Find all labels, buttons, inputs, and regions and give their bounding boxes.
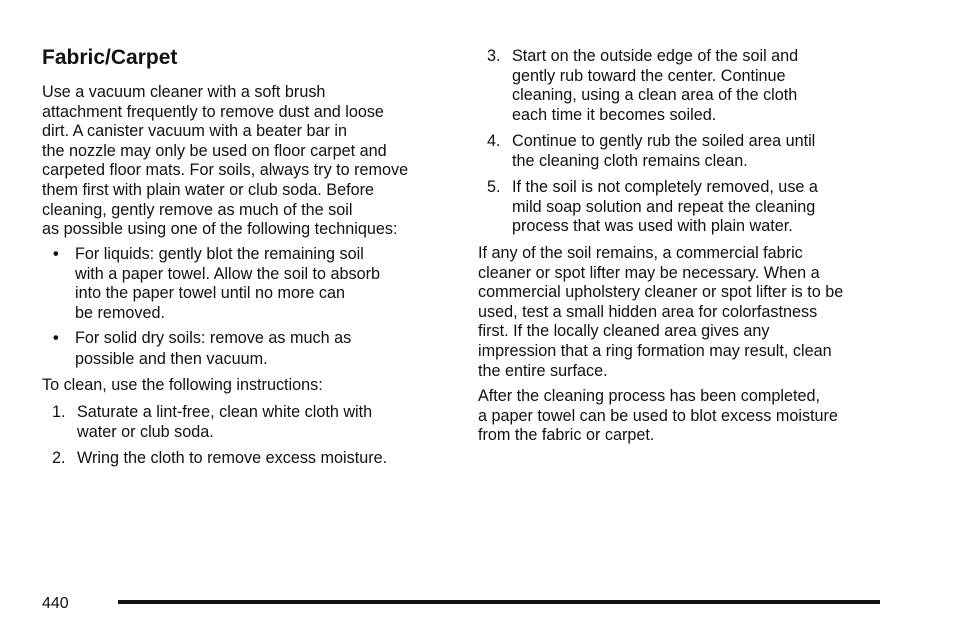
- text-line: For solid dry soils: remove as much as: [75, 329, 352, 347]
- text-line: into the paper towel until no more can: [75, 284, 345, 303]
- step-number: 2.: [52, 449, 66, 467]
- text-line: For liquids: gently blot the remaining soil: [75, 245, 364, 263]
- text-line: used, test a small hidden area for colorfastness: [478, 302, 818, 321]
- text-line: Continue to gently rub the soiled area until: [512, 132, 816, 150]
- text-line: cleaner or spot lifter may be necessary. When a: [478, 263, 820, 282]
- text-line: process that was used with plain water.: [512, 217, 793, 236]
- step-text: [77, 403, 372, 442]
- text-line: Wring the cloth to remove excess moisture.: [77, 449, 388, 467]
- step-text: [512, 132, 815, 171]
- text-line: Start on the outside edge of the soil and: [512, 47, 799, 65]
- after-paragraph: [478, 387, 838, 446]
- text-line: gently rub toward the center. Continue: [512, 66, 786, 85]
- page-number: 440: [42, 595, 69, 612]
- footer-rule: [118, 600, 880, 604]
- bullet-text: [75, 245, 380, 323]
- instructions-lead: [42, 376, 323, 396]
- text-line: After the cleaning process has been completed,: [478, 387, 820, 405]
- text-line: impression that a ring formation may result, clean: [478, 341, 832, 360]
- section-heading: Fabric/Carpet: [42, 46, 178, 69]
- text-line: attachment frequently to remove dust and loose: [42, 102, 384, 121]
- step-number: 5.: [487, 178, 501, 196]
- text-line: dirt. A canister vacuum with a beater bar in: [42, 122, 348, 141]
- step-text: [512, 47, 798, 125]
- text-line: as possible using one of the following techniques:: [42, 220, 398, 239]
- text-line: the nozzle may only be used on floor carpet and: [42, 141, 387, 160]
- text-line: possible and then vacuum.: [75, 349, 268, 368]
- text-line: from the fabric or carpet.: [478, 426, 655, 445]
- step-number: 4.: [487, 132, 501, 150]
- text-line: cleaning, gently remove as much of the soil: [42, 200, 353, 219]
- step-text: [77, 449, 387, 469]
- intro-paragraph: [42, 83, 408, 240]
- text-line: carpeted floor mats. For soils, always try to remove: [42, 161, 409, 180]
- text-line: commercial upholstery cleaner or spot lifter is to be: [478, 283, 844, 302]
- text-line: water or club soda.: [77, 422, 214, 441]
- text-line: Saturate a lint-free, clean white cloth with: [77, 403, 373, 421]
- bullet-icon: •: [53, 245, 59, 263]
- text-line: If any of the soil remains, a commercial fabric: [478, 244, 803, 262]
- text-line: first. If the locally cleaned area gives any: [478, 322, 770, 341]
- remains-paragraph: [478, 244, 843, 381]
- step-number: 3.: [487, 47, 501, 65]
- bullet-icon: •: [53, 329, 59, 347]
- bullet-text: [75, 329, 351, 369]
- text-line: the cleaning cloth remains clean.: [512, 151, 748, 170]
- step-number: 1.: [52, 403, 66, 421]
- text-line: To clean, use the following instructions:: [42, 376, 323, 394]
- text-line: with a paper towel. Allow the soil to absorb: [75, 264, 381, 283]
- text-line: cleaning, using a clean area of the cloth: [512, 86, 798, 105]
- text-line: mild soap solution and repeat the cleaning: [512, 197, 816, 216]
- text-line: If the soil is not completely removed, use a: [512, 178, 818, 196]
- text-line: the entire surface.: [478, 361, 608, 380]
- step-text: [512, 178, 818, 237]
- text-line: a paper towel can be used to blot excess moisture: [478, 406, 838, 425]
- text-line: be removed.: [75, 303, 165, 322]
- text-line: each time it becomes soiled.: [512, 105, 717, 124]
- text-line: Use a vacuum cleaner with a soft brush: [42, 83, 326, 101]
- text-line: them first with plain water or club soda. Before: [42, 180, 374, 199]
